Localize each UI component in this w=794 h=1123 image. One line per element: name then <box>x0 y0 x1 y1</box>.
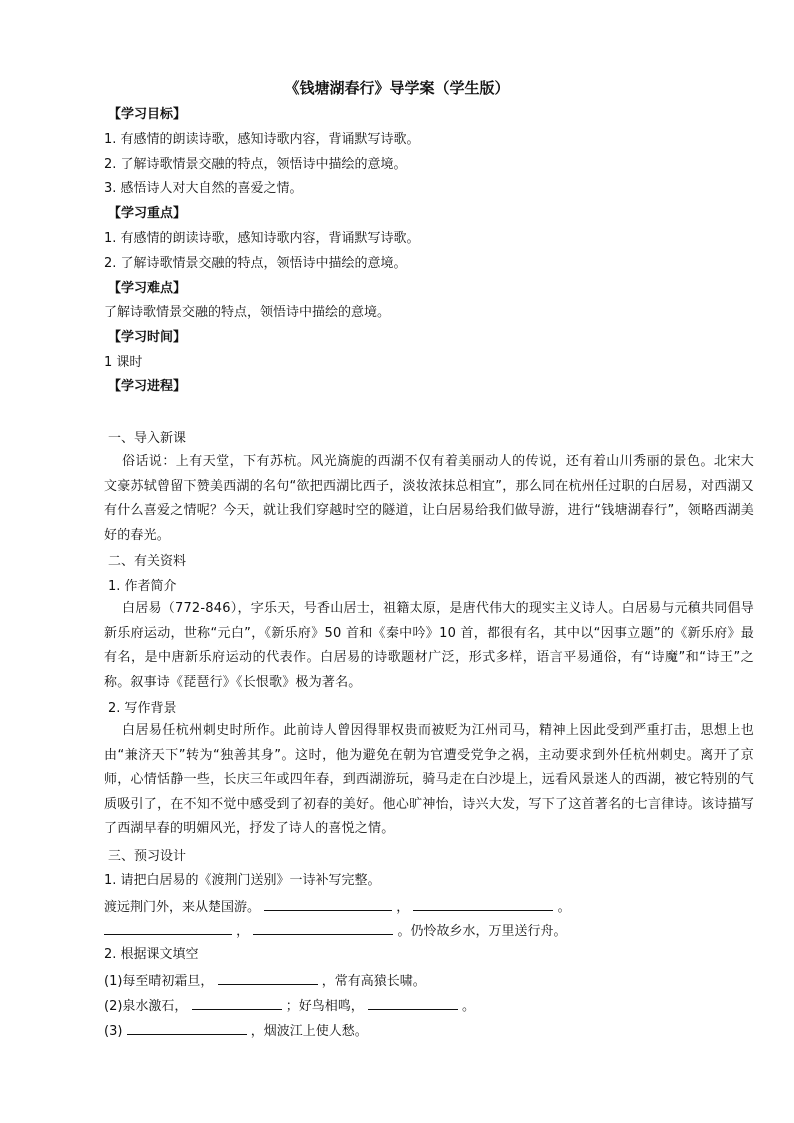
key-point-item-2: 2. 了解诗歌情景交融的特点，领悟诗中描绘的意境。 <box>104 256 407 271</box>
q1-blank-3[interactable] <box>104 921 232 935</box>
q1-line-2 <box>104 921 754 941</box>
q2-item1-post: ，常有高猿长啸。 <box>321 974 426 989</box>
difficulties-heading: 【学习难点】 <box>108 281 187 296</box>
author-intro-heading: 1. 作者简介 <box>108 579 177 594</box>
objective-item-3: 3. 感悟诗人对大自然的喜爱之情。 <box>104 181 303 196</box>
q2-item2-pre: (2)泉水激石， <box>104 999 188 1014</box>
q1-line2-comma: ， <box>236 924 250 939</box>
q2-blank-2[interactable] <box>192 996 282 1010</box>
q1-line-1 <box>104 897 754 917</box>
q2-item2-post: 。 <box>462 999 476 1014</box>
section2-heading: 二、有关资料 <box>108 554 187 569</box>
time-heading: 【学习时间】 <box>108 330 187 345</box>
q2-item-1 <box>104 971 754 991</box>
section3-heading: 三、预习设计 <box>108 849 187 864</box>
key-point-item-1: 1. 有感情的朗读诗歌，感知诗歌内容，背诵默写诗歌。 <box>104 231 420 246</box>
author-intro-paragraph: 白居易（772-846），字乐天，号香山居士，祖籍太原，是唐代伟大的现实主义诗人。白居易与元稹共同倡导新乐府运动，世称“元白”，《新乐府》50 首和《秦中吟》10 首，都很有名，其中以“因事立题”的《新乐府》最有名，是中唐新乐府运动的代表作。白居易的诗歌题材广泛，形式多样，语言平易通俗，有“诗魔”和“诗王”之称。叙事诗《琵琶行》《长恨歌》极为著名。 <box>104 601 754 690</box>
objective-item-2: 2. 了解诗歌情景交融的特点，领悟诗中描绘的意境。 <box>104 157 407 172</box>
section1-paragraph: 俗话说：上有天堂，下有苏杭。风光旖旎的西湖不仅有着美丽动人的传说，还有着山川秀丽的景色。北宋大文豪苏轼曾留下赞美西湖的名句“欲把西湖比西子，淡妆浓抹总相宜”，那么同在杭州任过职的白居易，对西湖又有什么喜爱之情呢？今天，就让我们穿越时空的隧道，让白居易给我们做导游，进行“钱塘湖春行”，领略西湖美好的春光。 <box>104 454 754 543</box>
q2-item3-pre: (3) <box>104 1024 123 1039</box>
section1-heading: 一、导入新课 <box>108 431 187 446</box>
process-heading: 【学习进程】 <box>108 379 187 394</box>
q1-line1-comma: ， <box>396 900 410 915</box>
q1-blank-4[interactable] <box>253 921 393 935</box>
q1-line2-suffix: 。仍怜故乡水，万里送行舟。 <box>397 924 567 939</box>
time-text: 1 课时 <box>104 355 143 370</box>
q1-heading: 1. 请把白居易的《渡荆门送别》一诗补写完整。 <box>104 873 381 888</box>
q2-item1-pre: (1)每至晴初霜旦， <box>104 974 214 989</box>
background-heading: 2. 写作背景 <box>108 701 177 716</box>
q2-item-3 <box>104 1021 754 1041</box>
key-points-heading: 【学习重点】 <box>108 206 187 221</box>
q2-blank-1[interactable] <box>218 971 318 985</box>
q1-line1-period: 。 <box>557 900 571 915</box>
q2-item2-mid: ；好鸟相鸣， <box>285 999 364 1014</box>
q1-blank-1[interactable] <box>264 897 392 911</box>
q1-line1-prefix: 渡远荆门外，来从楚国游。 <box>104 900 261 915</box>
q2-heading: 2. 根据课文填空 <box>104 947 199 962</box>
q2-item-2 <box>104 996 754 1016</box>
q2-item3-post: ，烟波江上使人愁。 <box>250 1024 368 1039</box>
difficulties-text: 了解诗歌情景交融的特点，领悟诗中描绘的意境。 <box>104 305 391 320</box>
document-title: 《钱塘湖春行》导学案（学生版） <box>284 79 510 97</box>
q1-blank-2[interactable] <box>413 897 553 911</box>
q2-blank-3[interactable] <box>368 996 458 1010</box>
objective-item-1: 1. 有感情的朗读诗歌，感知诗歌内容，背诵默写诗歌。 <box>104 132 420 147</box>
q2-blank-4[interactable] <box>127 1021 247 1035</box>
background-paragraph: 白居易任杭州刺史时所作。此前诗人曾因得罪权贵而被贬为江州司马，精神上因此受到严重打击，思想上也由“兼济天下”转为“独善其身”。这时，他为避免在朝为官遭受党争之祸，主动要求到外任杭州刺史。离开了京师，心情恬静一些，长庆三年或四年春，到西湖游玩，骑马走在白沙堤上，远看风景迷人的西湖，被它特别的气质吸引了，在不知不觉中感受到了初春的美好。他心旷神怡，诗兴大发，写下了这首著名的七言律诗。该诗描写了西湖早春的明媚风光，抒发了诗人的喜悦之情。 <box>104 723 754 836</box>
objectives-heading: 【学习目标】 <box>108 107 187 122</box>
